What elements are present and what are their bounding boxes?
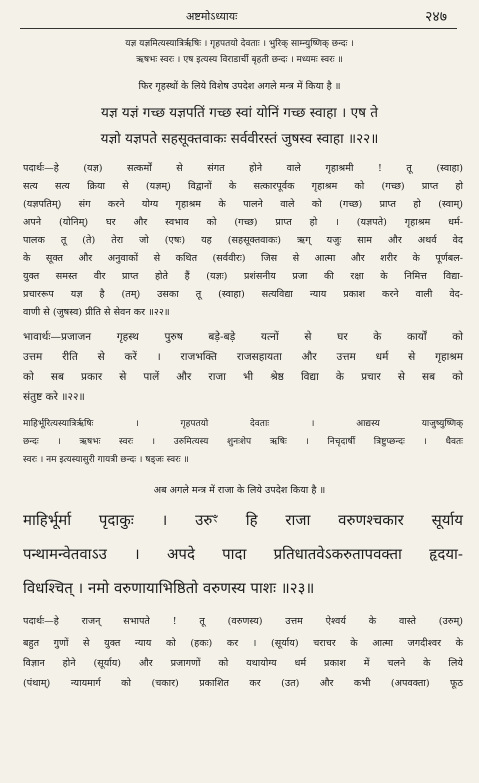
mantra-23-text-line: माहिर्भूर्मा पृदाकुः । उरुꣳ हि राजा वरुणश्चकार सूर्याय xyxy=(23,511,463,529)
mantra-22-text-line: यज्ञ यज्ञं गच्छ यज्ञपतिं गच्छ स्वां योनिं गच्छ स्वाहा । एष ते xyxy=(100,105,379,121)
mantra-22-meta-line: ऋषभः स्वरः । एष इत्यस्य विराडार्ची बृहती छन्दः । मध्यमः स्वरः ॥ xyxy=(136,55,343,65)
mantra-23-meta-line: माहिर्भूरित्यस्यात्रिर्ऋषिः । गृहपतयो देवताः । आद्यस्य याजुष्युष्णिक् xyxy=(23,419,463,429)
mantra-22-padarth-line: अपने (योनिम्) घर और स्वभाव को (गच्छ) प्राप्त हो । (यज्ञपते) गृहाश्रम धर्म- xyxy=(23,217,463,228)
mantra-22-text-line: यज्ञो यज्ञपते सहसूक्तवाकः सर्ववीरस्तं जुषस्व स्वाहा ॥२२॥ xyxy=(100,131,379,147)
page-header xyxy=(0,6,479,28)
mantra-22-padarth-line: सत्य सत्य क्रिया से (यज्ञम्) विद्वानों के सत्कारपूर्वक गृहाश्रम को (गच्छ) प्राप्त हो xyxy=(23,181,463,192)
mantra-23-meta-line: स्वरः । नम इत्यस्यासुरी गायत्री छन्दः । षड्जः स्वरः ॥ xyxy=(23,455,189,465)
mantra-22-meta-line: यज्ञ यज्ञमित्यस्यात्रिर्ऋषिः । गृहपतयो देवताः । भुरिक् साम्न्युष्णिक् छन्दः । xyxy=(125,39,354,49)
mantra-22-padarth-line: प्रचाररूप यज्ञ है (तम्) उसका तू (स्वाहा) सत्यविद्या न्याय प्रकाश करने वाली वेद- xyxy=(23,289,463,300)
mantra-23-text-line: विधश्चित् । नमो वरुणायाभिष्ठितो वरुणस्य पाशः ॥२३॥ xyxy=(23,579,315,597)
mantra-22-padarth-line: पदार्थः—हे (यज्ञ) सत्कर्मों से संगत होने वाले गृहाश्रमी ! तू (स्वाहा) xyxy=(23,163,463,174)
mantra-23-padarth-line: बहुत गुणों से युक्त न्याय को (हकः) कर । (सूर्याय) चराचर के आत्मा जगदीश्वर के xyxy=(23,638,463,649)
mantra-23-intro: अब अगले मन्त्र में राजा के लिये उपदेश किया है ॥ xyxy=(153,485,326,496)
running-title: अष्टमोऽध्यायः xyxy=(186,10,238,23)
header-rule xyxy=(20,28,457,29)
mantra-22-bhavarth-line: को सब प्रकार से पालें और राजा भी श्रेष्ठ विद्या के प्रचार से सब को xyxy=(23,371,463,383)
page-number: २४७ xyxy=(425,9,447,25)
mantra-22-padarth-line: युक्त समस्त वीर प्राप्त होते हैं (यज्ञः) प्रशंसनीय प्रजा की रक्षा के निमित्त विद्या- xyxy=(23,271,463,282)
mantra-22-padarth-line: के सूक्त और अनुवाकों से कथित (सर्ववीरः) जिस से आत्मा और शरीर के पूर्णबल- xyxy=(23,253,463,264)
mantra-22-bhavarth-line: संतुष्ट करे ॥२२॥ xyxy=(23,391,85,403)
mantra-22-padarth-line: (यज्ञपतिम्) संग करने योग्य गृहाश्रम के पालने वाले को (गच्छ) प्राप्त हो (स्वाम्) xyxy=(23,199,463,210)
mantra-23-text-line: पन्थामन्वेतवाऽउ । अपदे पादा प्रतिधातवेऽकरुतापवक्ता हृदया- xyxy=(23,545,463,563)
mantra-22-bhavarth-line: भावार्थः—प्रजाजन गृहस्थ पुरुष बड़े-बड़े यत्नों से घर के कार्यों को xyxy=(23,331,463,343)
mantra-23-padarth-line: विज्ञान होने (सूर्याय) और प्रजागणों को यथायोग्य धर्म प्रकाश में चलने के लिये xyxy=(23,658,463,669)
mantra-22-bhavarth-line: उत्तम रीति से करें । राजभक्ति राजसहायता और उत्तम धर्म से गृहाश्रम xyxy=(23,351,463,363)
mantra-22-padarth-line: पालक तू (ते) तेरा जो (एषः) यह (सहसूक्तवाकः) ऋग् यजुः साम और अथर्व वेद xyxy=(23,235,463,246)
mantra-23-meta-line: छन्दः । ऋषभः स्वरः । उरुमित्यस्य शुनःशेप ऋषिः । निचृदार्षी त्रिष्टुप्छन्दः । धैवतः xyxy=(23,437,463,447)
mantra-22-intro: फिर गृहस्थों के लिये विशेष उपदेश अगले मन्त्र में किया है ॥ xyxy=(138,81,341,92)
mantra-22-padarth-line: वाणी से (जुषस्व) प्रीति से सेवन कर ॥२२॥ xyxy=(23,307,170,318)
mantra-23-padarth-line: (पंथाम्) न्यायमार्ग को (चकार) प्रकाशित कर (उत) और कभी (अपवक्ता) फूठ xyxy=(23,678,463,689)
mantra-23-padarth-line: पदार्थः—हे राजन् सभापते ! तू (वरुणस्य) उत्तम ऐश्वर्य के वास्ते (उरुम्) xyxy=(23,616,463,627)
